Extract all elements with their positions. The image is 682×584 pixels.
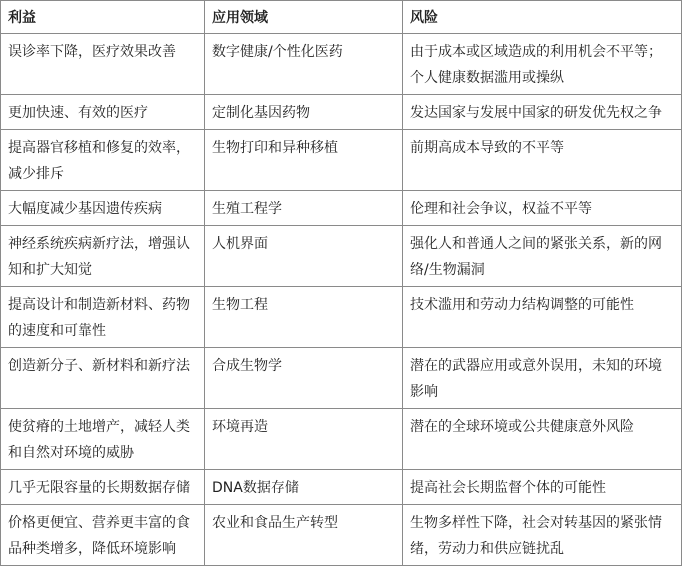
risk-cell: 前期高成本导致的不平等 xyxy=(403,130,682,191)
table-row xyxy=(1,348,682,409)
benefit-cell: 创造新分子、新材料和新疗法 xyxy=(1,348,205,409)
risk-cell: 强化人和普通人之间的紧张关系，新的网络/生物漏洞 xyxy=(403,226,682,287)
application-cell: 人机界面 xyxy=(205,226,403,287)
header-row xyxy=(1,1,682,34)
benefit-cell: 价格更便宜、营养更丰富的食品种类增多，降低环境影响 xyxy=(1,505,205,566)
benefit-cell: 神经系统疾病新疗法，增强认知和扩大知觉 xyxy=(1,226,205,287)
application-cell: 农业和食品生产转型 xyxy=(205,505,403,566)
risk-cell: 由于成本或区域造成的利用机会不平等；个人健康数据滥用或操纵 xyxy=(403,34,682,95)
table-row xyxy=(1,505,682,566)
table-row xyxy=(1,226,682,287)
table-row xyxy=(1,34,682,95)
risk-cell: 伦理和社会争议，权益不平等 xyxy=(403,191,682,226)
table-row xyxy=(1,191,682,226)
table-row xyxy=(1,130,682,191)
table-row xyxy=(1,287,682,348)
application-cell: 生殖工程学 xyxy=(205,191,403,226)
header-benefit: 利益 xyxy=(1,1,205,34)
benefit-cell: 提高设计和制造新材料、药物的速度和可靠性 xyxy=(1,287,205,348)
benefit-cell: 误诊率下降，医疗效果改善 xyxy=(1,34,205,95)
application-cell: 合成生物学 xyxy=(205,348,403,409)
benefit-cell: 使贫瘠的土地增产，减轻人类和自然对环境的威胁 xyxy=(1,409,205,470)
application-cell: 生物工程 xyxy=(205,287,403,348)
benefit-cell: 几乎无限容量的长期数据存储 xyxy=(1,470,205,505)
benefit-cell: 大幅度减少基因遗传疾病 xyxy=(1,191,205,226)
risk-cell: 发达国家与发展中国家的研发优先权之争 xyxy=(403,95,682,130)
application-cell: 定制化基因药物 xyxy=(205,95,403,130)
application-cell: 生物打印和异种移植 xyxy=(205,130,403,191)
table-row xyxy=(1,95,682,130)
benefit-cell: 更加快速、有效的医疗 xyxy=(1,95,205,130)
header-risk: 风险 xyxy=(403,1,682,34)
risk-cell: 潜在的全球环境或公共健康意外风险 xyxy=(403,409,682,470)
table-row xyxy=(1,470,682,505)
risk-cell: 潜在的武器应用或意外误用，未知的环境影响 xyxy=(403,348,682,409)
risk-cell: 生物多样性下降，社会对转基因的紧张情绪，劳动力和供应链扰乱 xyxy=(403,505,682,566)
header-application: 应用领域 xyxy=(205,1,403,34)
risk-cell: 提高社会长期监督个体的可能性 xyxy=(403,470,682,505)
application-cell: 数字健康/个性化医药 xyxy=(205,34,403,95)
benefit-cell: 提高器官移植和修复的效率，减少排斥 xyxy=(1,130,205,191)
application-cell: 环境再造 xyxy=(205,409,403,470)
risk-cell: 技术滥用和劳动力结构调整的可能性 xyxy=(403,287,682,348)
table-row xyxy=(1,409,682,470)
application-cell: DNA数据存储 xyxy=(205,470,403,505)
